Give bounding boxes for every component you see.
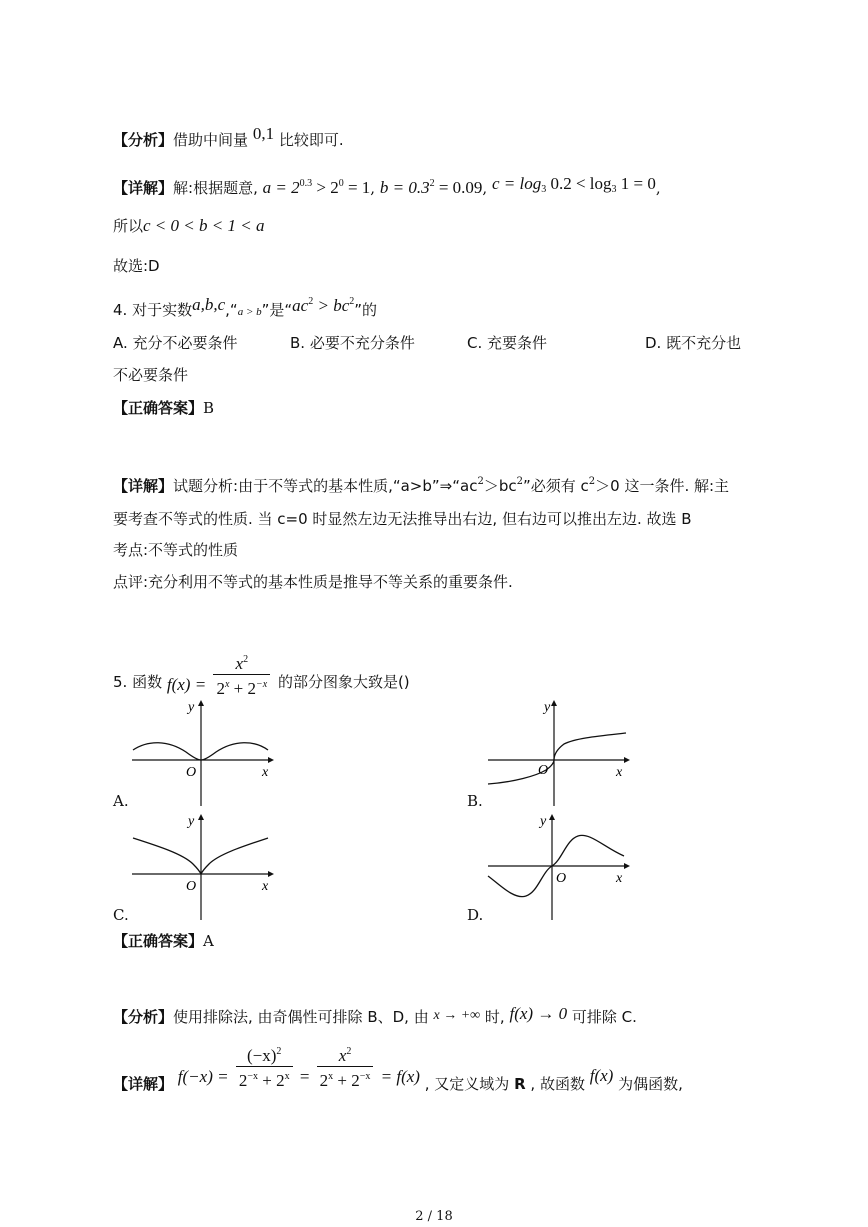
detail-tag: 【详解】 — [113, 179, 174, 197]
detail-text: 解:根据题意, — [173, 179, 258, 197]
analysis-5-fx: f(x) → 0 — [509, 1004, 568, 1023]
page-number: 2 / 18 — [415, 1209, 453, 1224]
graph-d-y-label: y — [540, 814, 547, 829]
analysis-text: 借助中间量 — [173, 131, 249, 149]
answer-5-tag: 【正确答案】 — [113, 932, 204, 950]
analysis-5-limit: x → +∞ — [433, 1008, 481, 1023]
graph-c-label: C. — [113, 906, 129, 924]
q4-option-d: D. 既不充分也 — [645, 334, 742, 352]
graph-b-label: B. — [467, 792, 483, 810]
graph-b-x-label: x — [616, 765, 623, 780]
q4-quote-end: ”的 — [354, 301, 378, 319]
detail-5-equation: f(−x) = $\frac{(-x)^2}{2^{-x} + 2^x}$ = $\frac{x^2}{2^x + 2^{-x}}$ = f(x) — [178, 1042, 420, 1091]
q4-rhs: $ac^2 > bc^2$ — [292, 296, 355, 315]
analysis-5-text3: 可排除 C. — [571, 1008, 637, 1026]
graph-b-curve — [488, 733, 626, 784]
detail-5-text3: 为偶函数, — [618, 1075, 683, 1093]
detail-5-fx: f(x) — [589, 1066, 614, 1085]
answer-tag: 【正确答案】 — [113, 399, 204, 417]
detail-5-R: R — [514, 1075, 526, 1093]
graph-b — [484, 696, 634, 808]
graph-d-x-label: x — [616, 871, 623, 886]
c-expression: $c = \log_3 0.2 < \log_3 1 = 0$ — [491, 174, 656, 195]
q5-function: f(x) = $\frac{x^2}{2^x + 2^{-x}}$ — [167, 650, 273, 699]
answer-value: B — [203, 399, 215, 417]
analysis-5 — [113, 1004, 637, 1029]
q5-number: 5. 函数 — [113, 673, 163, 691]
detail-4-line4: 点评:充分利用不等式的基本性质是推导不等关系的重要条件. — [113, 573, 513, 591]
detail-5-text2: , 故函数 — [530, 1075, 585, 1093]
graph-d — [484, 810, 634, 922]
detail-4-line1: 【详解】试题分析:由于不等式的基本性质$,“a>b”\Rightarrow“ac^2>bc^2$”必须有 $c^2>0$ 这一条件. 解:主 — [113, 476, 730, 495]
graph-c-origin: O — [186, 879, 197, 894]
q4-option-d-cont: 不必要条件 — [113, 366, 189, 384]
question-4 — [113, 296, 377, 322]
q4-condition: a > b — [237, 306, 262, 318]
b-expression: $b = 0.3^2 = 0.09$ — [379, 178, 483, 197]
graph-c-y-label: y — [188, 814, 195, 829]
analysis-text-end: 比较即可. — [278, 131, 344, 149]
answer-4 — [113, 398, 214, 418]
q4-quote-open: ,“ — [225, 301, 238, 319]
graph-a-x-label: x — [262, 765, 269, 780]
q4-option-b: B. 必要不充分条件 — [290, 334, 415, 352]
analysis-5-tag: 【分析】 — [113, 1008, 174, 1026]
detail-line: 【详解】解:根据题意, $a = 2^{0.3} > 2^0 = 1$, $b = 0.3^2 = 0.09$, $c = \log_3 0.2 < \log_3 1 = 0$, — [113, 174, 661, 197]
therefore-line — [113, 216, 264, 236]
answer-5-value: A — [203, 932, 214, 950]
detail-5 — [113, 1042, 683, 1102]
graph-d-label: D. — [467, 906, 484, 924]
choice-line: 故选:D — [113, 257, 160, 275]
analysis-math: 0,1 — [252, 124, 275, 143]
question-5 — [113, 650, 410, 698]
detail-4-line3: 考点:不等式的性质 — [113, 541, 239, 559]
order-expression: c < 0 < b < 1 < a — [143, 216, 265, 235]
answer-5 — [113, 931, 214, 951]
q4-quote-mid: ”是“ — [261, 301, 293, 319]
q4-option-a: A. 充分不必要条件 — [113, 334, 238, 352]
analysis-5-text2: 时, — [484, 1008, 505, 1026]
graph-b-origin: O — [538, 763, 549, 778]
analysis-5-text1: 使用排除法, 由奇偶性可排除 B、D, 由 — [173, 1008, 429, 1026]
graph-a-y-label: y — [188, 700, 195, 715]
graph-b-y-label: y — [544, 700, 551, 715]
detail-5-tag: 【详解】 — [113, 1075, 174, 1093]
graph-d-origin: O — [556, 871, 567, 886]
analysis-tag: 【分析】 — [113, 131, 174, 149]
detail-4-line2: 要考查不等式的性质. 当 c=0 时显然左边无法推导出右边, 但右边可以推出左边. 故选 B — [113, 510, 692, 528]
q4-option-c: C. 充要条件 — [467, 334, 548, 352]
q4-number: 4. 对于实数 — [113, 301, 193, 319]
therefore-text: 所以 — [113, 217, 144, 235]
detail-5-text1: , 又定义域为 — [424, 1075, 510, 1093]
graph-a — [128, 696, 278, 808]
graph-c-x-label: x — [262, 879, 269, 894]
graph-c — [128, 810, 278, 922]
q4-vars: a,b,c — [192, 295, 226, 314]
graph-a-origin: O — [186, 765, 197, 780]
detail-4-tag: 【详解】 — [113, 477, 174, 495]
analysis-line — [113, 124, 344, 150]
a-expression: $a = 2^{0.3} > 2^0 = 1$ — [262, 178, 371, 197]
q5-tail: 的部分图象大致是() — [277, 673, 410, 691]
graph-a-label: A. — [113, 792, 129, 810]
